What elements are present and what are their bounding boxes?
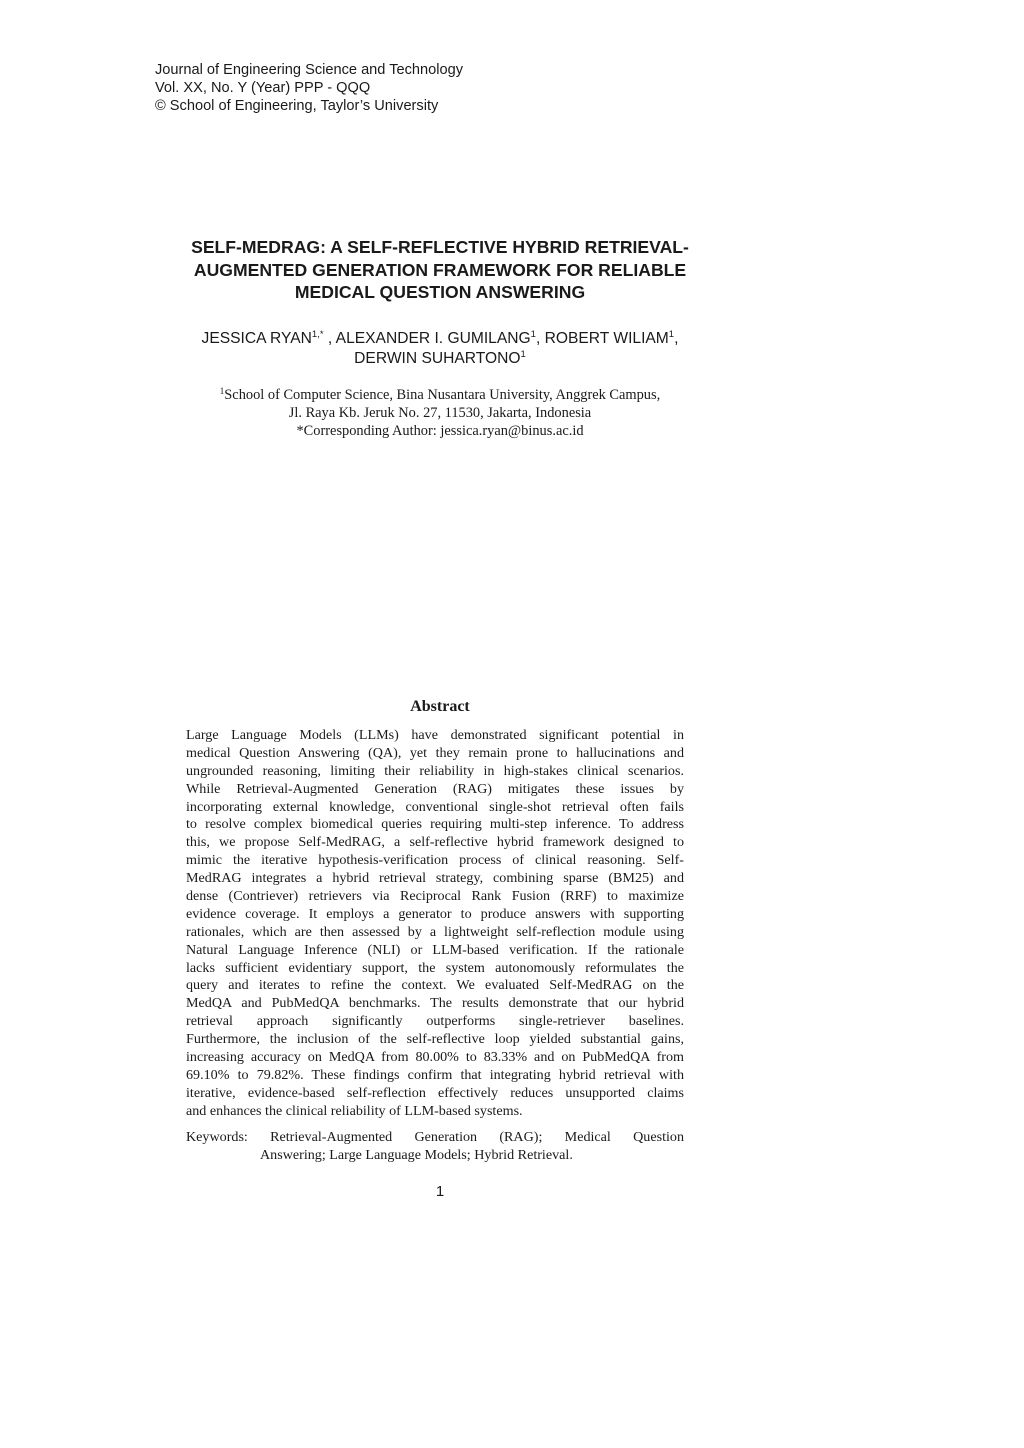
affiliation-mark: 1 <box>219 386 225 396</box>
author-name: JESSICA RYAN <box>201 330 312 347</box>
abstract-line: incorporating external knowledge, conventional single-shot retrieval often fails <box>186 798 684 815</box>
abstract-line: ungrounded reasoning, limiting their reliability in high-stakes clinical scenarios. <box>186 762 684 779</box>
journal-volume: Vol. XX, No. Y (Year) PPP - QQQ <box>155 80 371 96</box>
title-line: SELF-MEDRAG: A SELF-REFLECTIVE HYBRID RETRIEVAL- <box>191 237 689 257</box>
abstract-line: MedRAG integrates a hybrid retrieval strategy, combining sparse (BM25) and <box>186 870 684 887</box>
keywords <box>186 1129 684 1165</box>
abstract-line: iterative, evidence-based self-reflection effectively reduces unsupported claims <box>186 1084 684 1101</box>
abstract-line: retrieval approach significantly outperforms single-retriever baselines. <box>186 1013 684 1030</box>
corresponding-author: *Corresponding Author: jessica.ryan@binus.ac.id <box>296 423 584 439</box>
abstract-line: evidence coverage. It employs a generator to produce answers with supporting <box>186 905 684 922</box>
abstract-line: this, we propose Self-MedRAG, a self-reflective hybrid framework designed to <box>186 834 684 851</box>
keywords-line: Answering; Large Language Models; Hybrid Retrieval. <box>260 1146 573 1163</box>
abstract-line: medical Question Answering (QA), yet they remain prone to hallucinations and <box>186 744 684 761</box>
journal-copyright: © School of Engineering, Taylor’s University <box>155 98 439 114</box>
author-separator: , <box>674 330 679 347</box>
journal-header <box>155 61 463 115</box>
author-affiliation-mark: 1 <box>668 329 675 340</box>
paper-title <box>140 236 740 304</box>
keywords-line: Keywords: Retrieval-Augmented Generation (RAG); Medical Question <box>186 1129 684 1145</box>
author-name: , ROBERT WILIAM <box>535 330 669 347</box>
abstract-line: to resolve complex biomedical queries requiring multi-step inference. To address <box>186 816 684 833</box>
affiliation-line <box>140 386 740 404</box>
abstract-body <box>186 727 684 1121</box>
page-number: 1 <box>435 1183 445 1200</box>
abstract-line: rationales, which are then assessed by a lightweight self-reflection module using <box>186 923 684 940</box>
affiliation <box>140 386 740 440</box>
abstract-line: 69.10% to 79.82%. These findings confirm that integrating hybrid retrieval with <box>186 1066 684 1083</box>
abstract-line: Large Language Models (LLMs) have demonstrated significant potential in <box>186 727 684 743</box>
abstract-line: lacks sufficient evidentiary support, the system autonomously reformulates the <box>186 959 684 976</box>
abstract-line: mimic the iterative hypothesis-verification process of clinical reasoning. Self- <box>186 852 684 869</box>
abstract-line: increasing accuracy on MedQA from 80.00% to 83.33% and on PubMedQA from <box>186 1049 684 1066</box>
affiliation-address: Jl. Raya Kb. Jeruk No. 27, 11530, Jakarta, Indonesia <box>288 405 592 421</box>
author-line <box>140 329 740 349</box>
journal-name: Journal of Engineering Science and Technology <box>155 62 464 78</box>
abstract-heading: Abstract <box>410 698 470 715</box>
affiliation-text: School of Computer Science, Bina Nusantara University, Anggrek Campus, <box>224 387 661 403</box>
title-line: MEDICAL QUESTION ANSWERING <box>294 282 586 302</box>
author-name: DERWIN SUHARTONO <box>354 349 521 367</box>
author-affiliation-mark: 1 <box>530 329 536 340</box>
abstract-line: and enhances the clinical reliability of LLM-based systems. <box>186 1102 523 1119</box>
title-line: AUGMENTED GENERATION FRAMEWORK FOR RELIABLE <box>193 259 687 280</box>
author-affiliation-mark: 1 <box>520 348 526 360</box>
abstract-line: While Retrieval-Augmented Generation (RAG) mitigates these issues by <box>186 780 684 797</box>
abstract-line: Natural Language Inference (NLI) or LLM-based verification. If the rationale <box>186 941 684 958</box>
abstract-line: Furthermore, the inclusion of the self-reflective loop yielded substantial gains, <box>186 1031 684 1048</box>
author-line <box>140 349 740 369</box>
author-affiliation-mark: 1,* <box>311 329 324 340</box>
abstract-line: query and iterates to refine the context. We evaluated Self-MedRAG on the <box>186 977 684 994</box>
abstract-line: dense (Contriever) retrievers via Reciprocal Rank Fusion (RRF) to maximize <box>186 888 684 905</box>
author-name: , ALEXANDER I. GUMILANG <box>323 330 531 347</box>
abstract-line: MedQA and PubMedQA benchmarks. The results demonstrate that our hybrid <box>186 995 684 1012</box>
author-list <box>140 329 740 368</box>
